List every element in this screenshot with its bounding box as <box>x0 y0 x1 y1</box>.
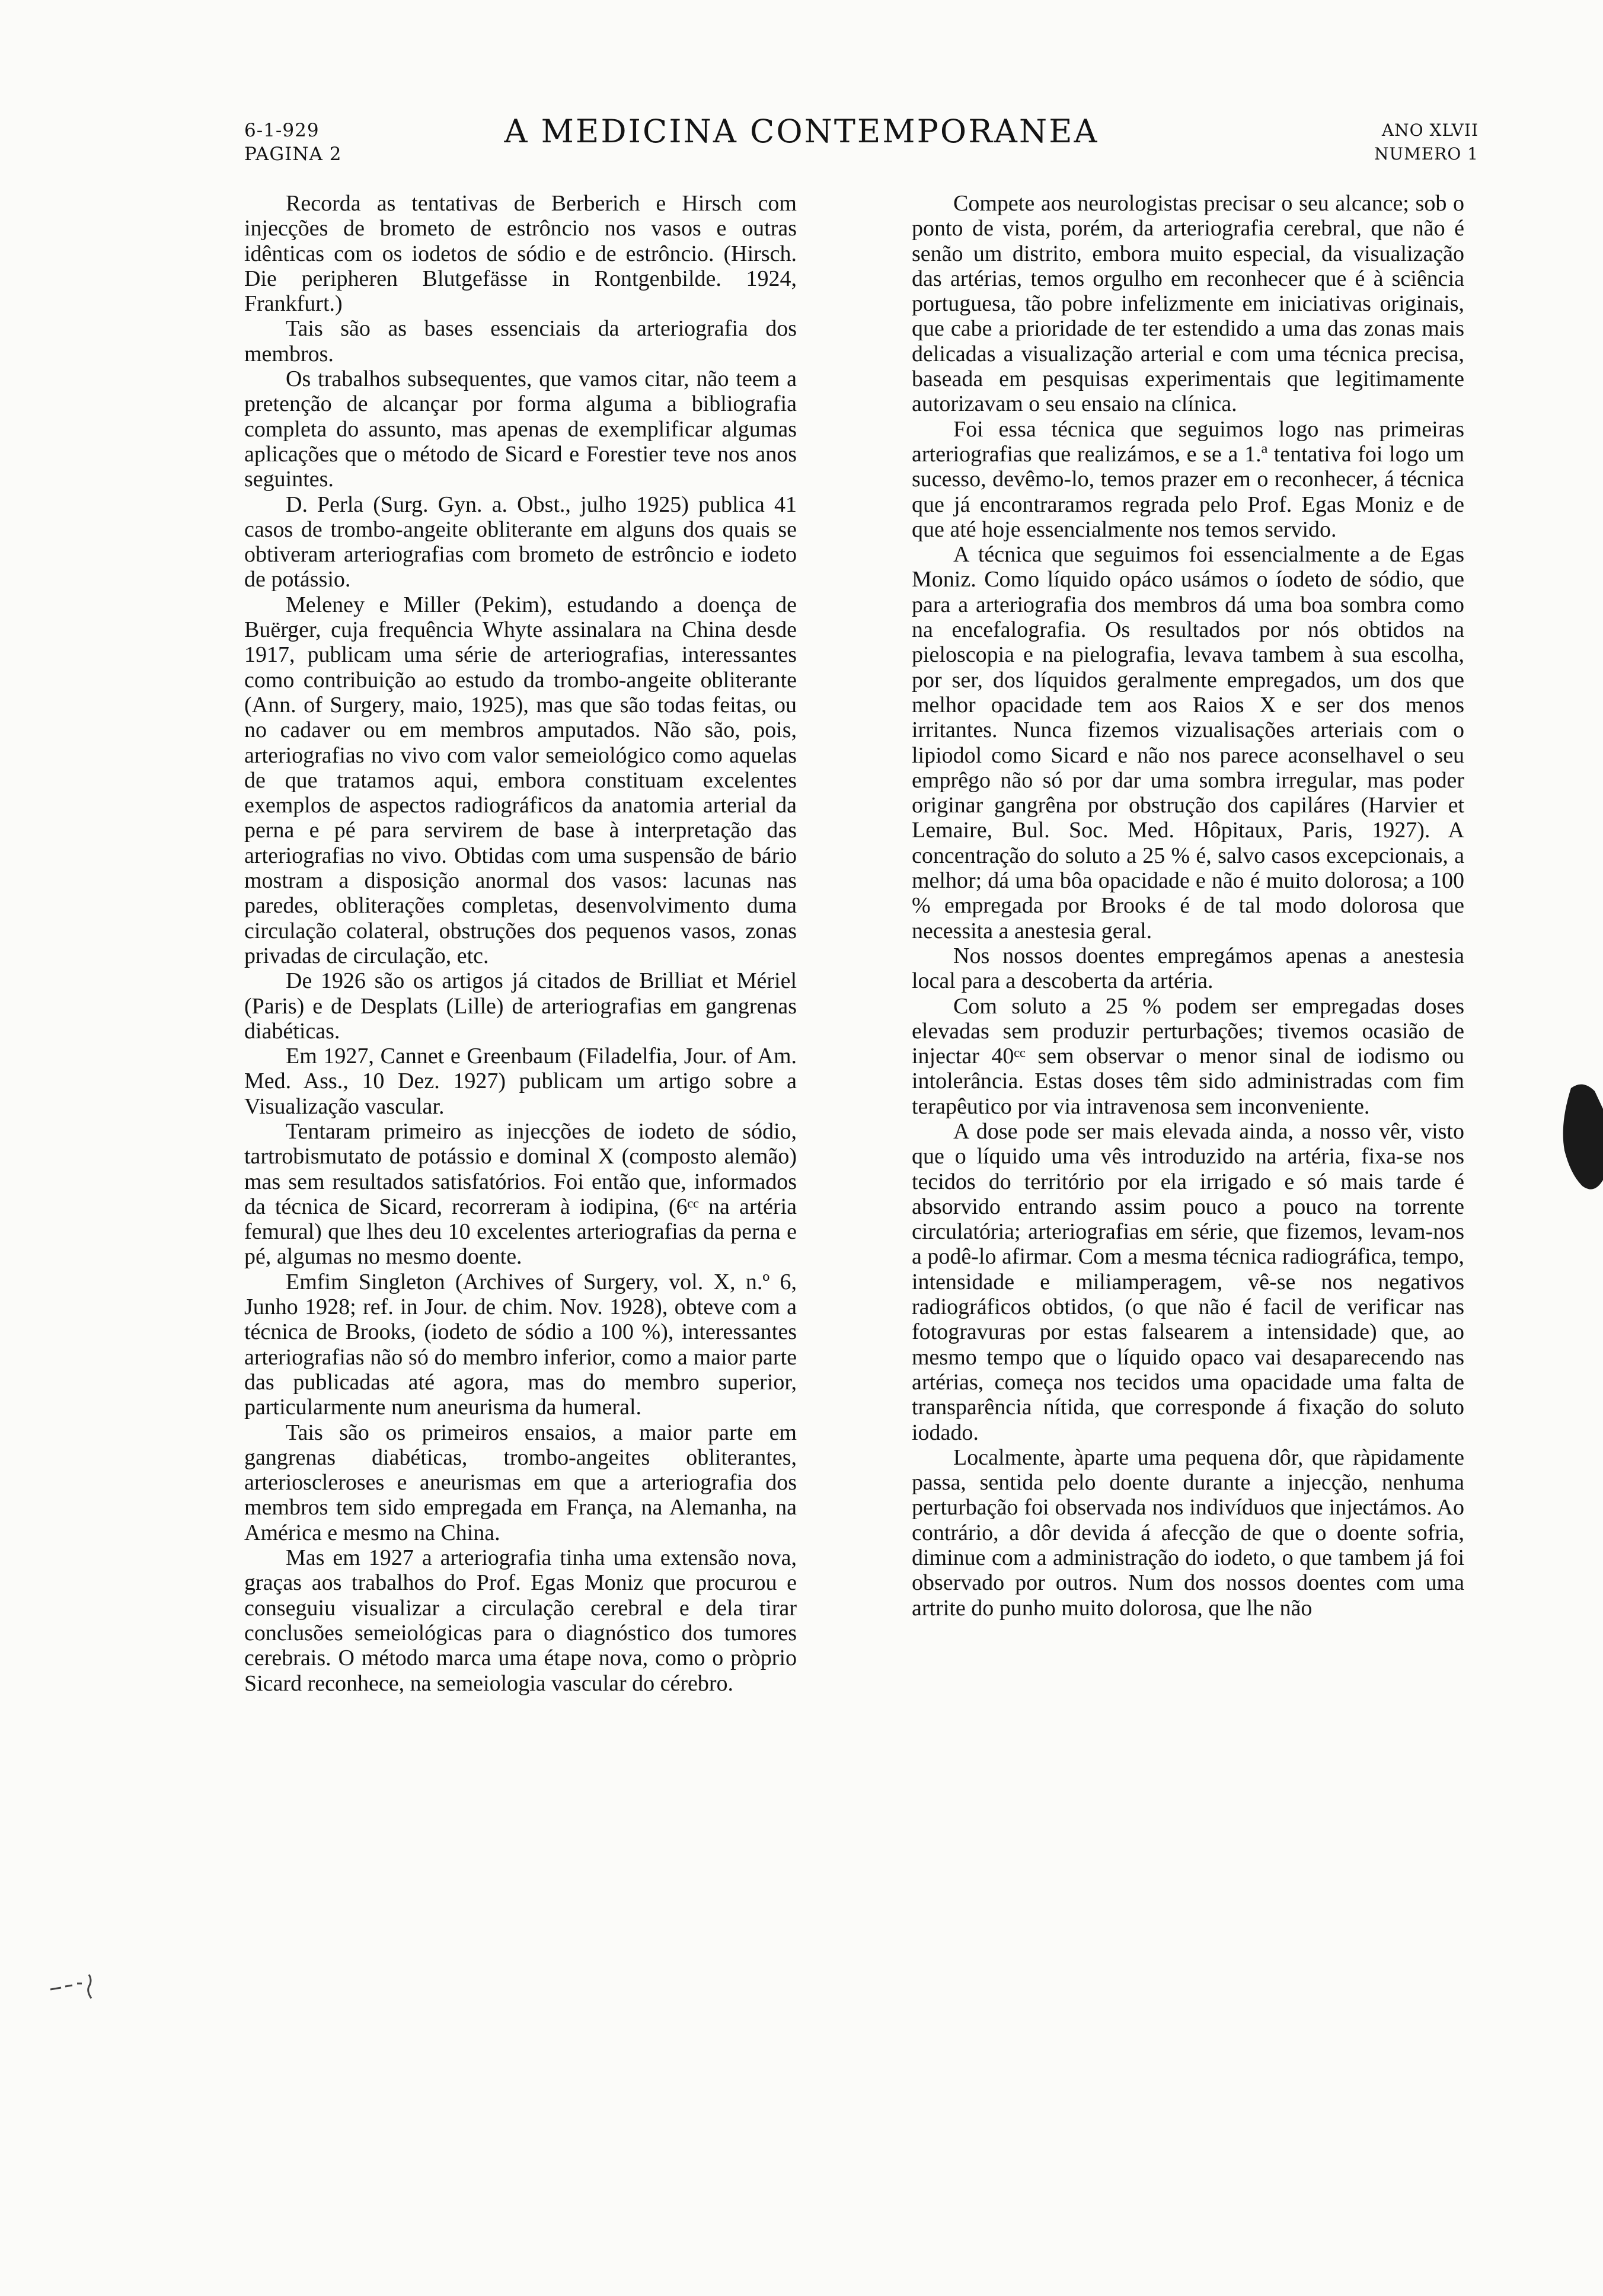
paragraph: Tais são os primeiros ensaios, a maior parte em gangrenas diabéticas, trombo-angeites obliterantes, arterioscleroses e aneurismas em que a arteriografia dos membros tem sido empregada em França, na Alemanha, na América e mesmo na China. <box>244 1420 797 1545</box>
ink-blot <box>1563 1085 1603 1190</box>
paragraph: Com soluto a 25 % podem ser empregadas doses elevadas sem produzir perturbações; tivemos ocasião de injectar 40ᶜᶜ sem observar o menor sinal de iodismo ou intolerância. Estas doses têm sido administradas com fim terapêutico por via intravenosa sem inconveniente. <box>912 993 1464 1119</box>
paragraph: Os trabalhos subsequentes, que vamos citar, não teem a pretenção de alcançar por forma alguma a bibliografia completa do assunto, mas apenas de exemplificar algumas aplicações que o método de Sicard e Forestier teve nos anos seguintes. <box>244 366 797 492</box>
paragraph: A dose pode ser mais elevada ainda, a nosso vêr, visto que o líquido uma vês introduzido na artéria, fixa-se nos tecidos do território por ela irrigado e só mais tarde é absorvido entrando assim pouco a pouco na torrente circulatória; arteriografias em série, que fizemos, levam-nos a podê-lo afirmar. Com a mesma técnica radiográfica, tempo, intensidade e miliamperagem, vê-se nos negativos radiográficos obtidos, (o que não é facil de verificar nas fotogravuras por estas falsearem a intensidade) que, ao mesmo tempo que o líquido opaco vai desaparecendo nas artérias, começa nos tecidos uma opacidade uma falta de transparência nítida, que corresponde á fixação do soluto iodado. <box>912 1118 1464 1445</box>
left-column <box>244 191 797 1696</box>
paragraph: Compete aos neurologistas precisar o seu alcance; sob o ponto de vista, porém, da arteriografia cerebral, que não é senão um distrito, embora muito especial, da visualização das artérias, temos orgulho em reconhecer que é à sciência portuguesa, tão pobre infelizmente em iniciativas originais, que cabe a prioridade de ter estendido a uma das zonas mais delicadas a visualização arterial e com uma técnica precisa, baseada em pesquisas experimentais que legitimamente autorizavam o seu ensaio na clínica. <box>912 191 1464 417</box>
paragraph: Mas em 1927 a arteriografia tinha uma extensão nova, graças aos trabalhos do Prof. Egas Moniz que procurou e conseguiu visualizar a circulação cerebral e dela tirar conclusões semeiológicas para o diagnóstico dos tumores cerebrais. O método marca uma étape nova, como o pròprio Sicard reconhece, na semeiologia vascular do cérebro. <box>244 1545 797 1696</box>
paragraph: Emfim Singleton (Archives of Surgery, vol. X, n.º 6, Junho 1928; ref. in Jour. de chim. Nov. 1928), obteve com a técnica de Brooks, (iodeto de sódio a 100 %), interessantes arteriografias não só do membro inferior, como a maior parte das publicadas até agora, mas do membro superior, particularmente num aneurisma da humeral. <box>244 1269 797 1420</box>
header-right <box>1374 119 1479 166</box>
stray-marks <box>50 1975 91 1998</box>
paragraph: Localmente, àparte uma pequena dôr, que ràpidamente passa, sentida pelo doente durante a injecção, nenhuma perturbação foi observada nos indivíduos que injectámos. Ao contrário, a dôr devida á afecção de que o doente sofria, diminue com a administração do iodeto, o que tambem já foi observado por outros. Num dos nossos doentes com uma artrite do punho muito dolorosa, que lhe não <box>912 1444 1464 1621</box>
paragraph: De 1926 são os artigos já citados de Brilliat et Mériel (Paris) e de Desplats (Lille) de arteriografias em gangrenas diabéticas. <box>244 968 797 1044</box>
paragraph: Nos nossos doentes empregámos apenas a anestesia local para a descoberta da artéria. <box>912 943 1464 994</box>
issue-date: 6-1-929 <box>244 120 320 141</box>
paragraph: A técnica que seguimos foi essencialmente a de Egas Moniz. Como líquido opáco usámos o íodeto de sódio, que para a arteriografia dos membros dá uma boa sombra como na encefalografia. Os resultados por nós obtidos na pieloscopia e na pielografia, levava tambem à sua escolha, por ser, dos líquidos geralmente empregados, um dos que melhor opacidade tem aos Raios X e ser dos menos irritantes. Nunca fizemos vizualisações arteriais com o lipiodol como Sicard e não nos parece aconselhavel o seu emprêgo não só por dar uma sombra irregular, mas poder originar gangrêna por obstrução dos capiláres (Harvier et Lemaire, Bul. Soc. Med. Hôpitaux, Paris, 1927). A concentração do soluto a 25 % é, salvo casos excepcionais, a melhor; dá uma bôa opacidade e não é muito dolorosa; a 100 % empregada por Brooks é de tal modo dolorosa que necessita a anestesia geral. <box>912 542 1464 943</box>
issue-number: NUMERO 1 <box>1374 144 1479 164</box>
journal-title: A MEDICINA CONTEMPORANEA <box>504 113 1099 150</box>
paragraph: Meleney e Miller (Pekim), estudando a doença de Buërger, cuja frequência Whyte assinalara na China desde 1917, publicam uma série de arteriografias, interessantes como contribuição ao estudo da trombo-angeite obliterante (Ann. of Surgery, maio, 1925), mas que são todas feitas, ou no cadaver ou em membros amputados. Não são, pois, arteriografias no vivo com valor semeiológico como aquelas de que tratamos aqui, embora constituam excelentes exemplos de aspectos radiográficos da anatomia arterial da perna e pé para servirem de base à interpretação das arteriografias no vivo. Obtidas com uma suspensão de bário mostram a disposição anormal dos vasos: lacunas nas paredes, obliterações completas, desenvolvimento duma circulação colateral, obstruções dos pequenos vasos, zonas privadas de circulação, etc. <box>244 592 797 968</box>
paragraph: D. Perla (Surg. Gyn. a. Obst., julho 1925) publica 41 casos de trombo-angeite obliterante em alguns dos quais se obtiveram arteriografias com brometo de estrôncio e iodeto de potássio. <box>244 492 797 592</box>
volume-year: ANO XLVII <box>1381 120 1479 140</box>
paragraph: Foi essa técnica que seguimos logo nas primeiras arteriografias que realizámos, e se a 1.ª tentativa foi logo um sucesso, devêmo-lo, temos prazer em o reconhecer, á técnica que já encontraramos regrada pelo Prof. Egas Moniz e de que até hoje essencialmente nos temos servido. <box>912 416 1464 542</box>
paragraph: Tentaram primeiro as injecções de iodeto de sódio, tartrobismutato de potássio e dominal X (composto alemão) mas sem resultados satisfatórios. Foi então que, informados da técnica de Sicard, recorreram à iodipina, (6ᶜᶜ na artéria femural) que lhes deu 10 excelentes arteriografias da perna e pé, algumas no mesmo doente. <box>244 1118 797 1270</box>
right-column <box>912 191 1464 1621</box>
page-number: PAGINA 2 <box>244 144 342 165</box>
paragraph: Recorda as tentativas de Berberich e Hirsch com injecções de brometo de estrôncio nos vasos e outras idênticas com os iodetos de sódio e de estrôncio. (Hirsch. Die peripheren Blutgefässe in Rontgenbilde. 1924, Frankfurt.) <box>244 191 797 317</box>
page-header <box>0 0 1603 178</box>
paragraph: Em 1927, Cannet e Greenbaum (Filadelfia, Jour. of Am. Med. Ass., 10 Dez. 1927) publicam um artigo sobre a Visualização vascular. <box>244 1044 797 1119</box>
paragraph: Tais são as bases essenciais da arteriografia dos membros. <box>244 316 797 366</box>
